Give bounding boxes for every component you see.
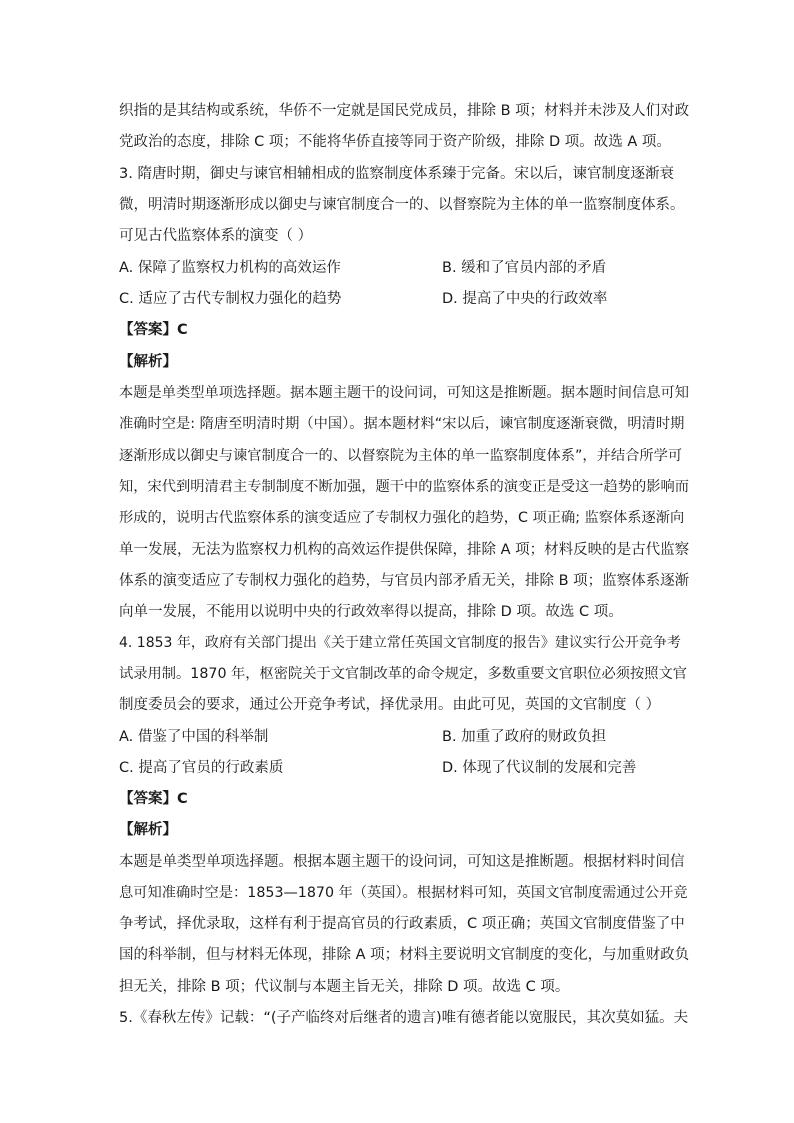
q3-analysis-line-1: 本题是单类型单项选择题。据本题主题干的设问词，可知这是推断题。据本题时间信息可知 — [119, 385, 690, 401]
q4-analysis-line-2: 息可知准确时空是：1853—1870 年（英国）。根据材料可知，英国文官制度需通过公开竞 — [119, 885, 688, 901]
q4-option-d: D. 体现了代议制的发展和完善 — [442, 760, 637, 776]
q4-option-a: A. 借鉴了中国的科举制 — [119, 729, 269, 745]
intro-line-1: 织指的是其结构或系统，华侨不一定就是国民党成员，排除 B 项；材料并未涉及人们对政 — [119, 103, 690, 119]
q5-stem-line-1: 5.《春秋左传》记载：“(子产临终对后继者的遗言)唯有德者能以宽服民，其次莫如猛。夫 — [119, 1010, 689, 1026]
q4-stem-line-3: 制度委员会的要求，通过公开竞争考试，择优录用。由此可见，英国的文官制度（ ） — [119, 697, 661, 713]
q4-analysis-line-1: 本题是单类型单项选择题。根据本题主题干的设问词，可知这是推断题。根据材料时间信 — [119, 854, 685, 870]
q4-analysis-line-4: 国的科举制，但与材料无体现，排除 A 项；材料主要说明文官制度的变化，与加重财政负 — [119, 947, 690, 963]
q4-option-b: B. 加重了政府的财政负担 — [442, 729, 607, 745]
q3-option-c: C. 适应了古代专制权力强化的趋势 — [119, 291, 342, 307]
q4-answer: 【答案】C — [119, 791, 188, 807]
q3-option-d: D. 提高了中央的行政效率 — [442, 291, 608, 307]
q3-analysis-line-6: 单一发展，无法为监察权力机构的高效运作提供保障，排除 A 项；材料反映的是古代监察 — [119, 542, 690, 558]
q3-option-a: A. 保障了监察权力机构的高效运作 — [119, 260, 341, 276]
q3-stem-line-2: 微，明清时期逐渐形成以御史与谏官制度合一的、以督察院为主体的单一监察制度体系。 — [119, 197, 685, 213]
q3-answer: 【答案】C — [119, 322, 188, 338]
q3-analysis-line-3: 逐渐形成以御史与谏官制度合一的、以督察院为主体的单一监察制度体系”，并结合所学可 — [119, 448, 683, 464]
q3-option-b: B. 缓和了官员内部的矛盾 — [442, 260, 607, 276]
q3-analysis-line-4: 知，宋代到明清君主专制制度不断加强，题干中的监察体系的演变正是受这一趋势的影响而 — [119, 479, 690, 495]
q4-option-c: C. 提高了官员的行政素质 — [119, 760, 284, 776]
q3-analysis-line-5: 形成的，说明古代监察体系的演变适应了专制权力强化的趋势，C 项正确; 监察体系逐渐向 — [119, 510, 685, 526]
q4-analysis-line-3: 争考试，择优录取，这样有利于提高官员的行政素质，C 项正确；英国文官制度借鉴了中 — [119, 916, 685, 932]
q3-stem-line-1: 3. 隋唐时期，御史与谏官相辅相成的监察制度体系臻于完备。宋以后，谏官制度逐渐衰 — [119, 166, 674, 182]
q4-stem-line-1: 4. 1853 年，政府有关部门提出《关于建立常任英国文官制度的报告》建议实行公开竞争考 — [119, 635, 681, 651]
q3-analysis-line-2: 准确时空是: 隋唐至明清时期（中国）。据本题材料“宋以后，谏官制度逐渐衰微，明清时期 — [119, 416, 685, 432]
intro-line-2: 党政治的态度，排除 C 项；不能将华侨直接等同于资产阶级，排除 D 项。故选 A 项。 — [119, 134, 671, 150]
q4-analysis-line-5: 担无关，排除 B 项；代议制与本题主旨无关，排除 D 项。故选 C 项。 — [119, 979, 570, 995]
q3-analysis-line-8: 向单一发展，不能用以说明中央的行政效率得以提高，排除 D 项。故选 C 项。 — [119, 604, 623, 620]
q4-stem-line-2: 试录用制。1870 年，枢密院关于文官制改革的命令规定，多数重要文官职位必须按照文官 — [119, 666, 688, 682]
q4-analysis-label: 【解析】 — [119, 822, 177, 838]
q3-analysis-line-7: 体系的演变适应了专制权力强化的趋势，与官员内部矛盾无关，排除 B 项；监察体系逐渐 — [119, 573, 690, 589]
q3-analysis-label: 【解析】 — [119, 354, 177, 370]
q3-stem-line-3: 可见古代监察体系的演变（ ） — [119, 228, 313, 244]
